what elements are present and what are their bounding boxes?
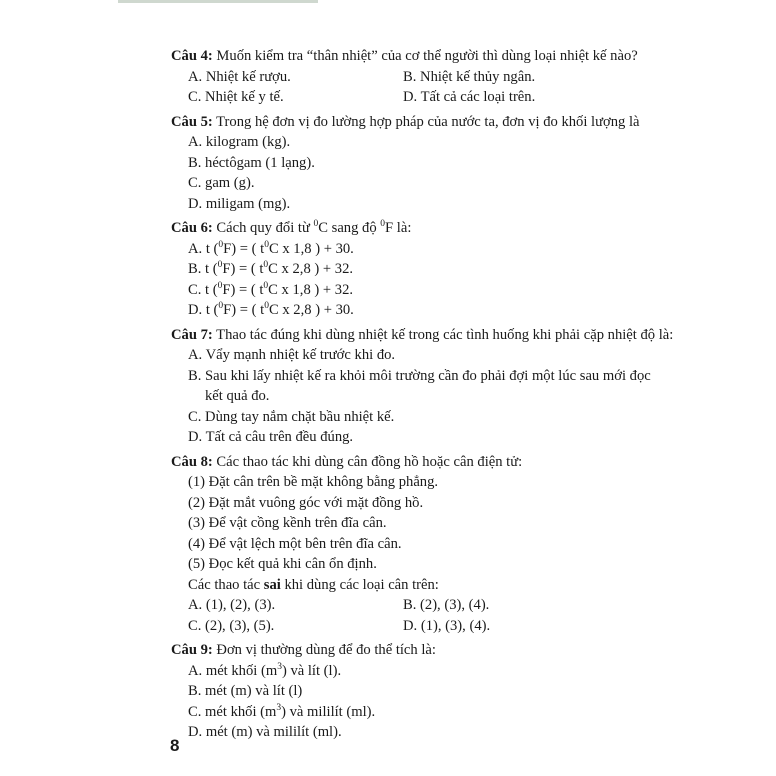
cubic-sup: 3	[276, 702, 282, 713]
worksheet-page	[171, 46, 674, 747]
question-4	[171, 46, 671, 108]
question-8-stem	[171, 452, 671, 473]
option-c-pre: C. mét khối (m	[188, 703, 277, 720]
question-7	[171, 325, 674, 448]
option-a-pre: A. t (	[188, 240, 219, 257]
question-7-text: Thao tác đúng khi dùng nhiệt kế trong các tình huống khi phải cặp nhiệt độ là:	[216, 326, 674, 343]
option-b-post: C x 2,8 ) + 32.	[268, 261, 354, 277]
degree-sup: 0	[218, 301, 224, 312]
question-8-item-1: (1) Đặt cân trên bề mặt không bằng phẳng.	[188, 474, 439, 490]
question-5-option-b: B. héctôgam (1 lạng).	[188, 154, 315, 171]
option-b-mid: F) = ( t	[222, 261, 264, 277]
prompt-bold: sai	[263, 576, 281, 593]
question-8-item-2: (2) Đặt mắt vuông góc với mặt đồng hồ.	[188, 494, 424, 511]
question-7-option-c: C. Dùng tay nắm chặt bầu nhiệt kế.	[188, 408, 395, 425]
question-8-item-4: (4) Để vật lệch một bên trên đĩa cân.	[188, 535, 402, 552]
option-b-pre: B. t (	[188, 261, 218, 277]
cubic-sup: 3	[277, 661, 282, 672]
question-6-label: Câu 6:	[171, 220, 213, 236]
question-6-option-b	[171, 259, 671, 280]
degree-sup: 0	[263, 260, 269, 271]
question-8-item-3: (3) Để vật cồng kềnh trên đĩa cân.	[188, 515, 387, 531]
option-c-post: C x 1,8 ) + 32.	[268, 281, 354, 298]
question-7-option-d: D. Tất cả câu trên đều đúng.	[188, 429, 354, 445]
option-c-post: ) và mililít (ml).	[281, 703, 376, 720]
question-7-stem	[171, 325, 674, 346]
question-5-label: Câu 5:	[171, 113, 213, 130]
question-6-option-a	[171, 239, 671, 260]
degree-sup: 0	[217, 280, 223, 291]
question-8-option-a: A. (1), (2), (3).	[188, 597, 276, 613]
question-6-text-mid: C sang độ	[318, 220, 381, 236]
question-4-option-d: D. Tất cả các loại trên.	[403, 89, 536, 105]
prompt-post: khi dùng các loại cân trên:	[280, 576, 439, 593]
question-7-option-b: B. Sau khi lấy nhiệt kế ra khỏi môi trường cần đo phải đợi một lúc sau mới đọc kết quả đo.	[188, 367, 651, 404]
option-a-mid: F) = ( t	[223, 240, 265, 257]
question-4-option-b: B. Nhiệt kế thủy ngân.	[403, 68, 536, 85]
question-5-text: Trong hệ đơn vị đo lường hợp pháp của nước ta, đơn vị đo khối lượng là	[216, 113, 640, 130]
question-5-option-a: A. kilogram (kg).	[188, 134, 291, 150]
option-a-pre: A. mét khối (m	[188, 662, 278, 679]
option-d-pre: D. t (	[188, 302, 219, 318]
question-5-option-c: C. gam (g).	[188, 175, 255, 191]
question-5-option-d: D. miligam (mg).	[188, 195, 291, 212]
question-4-option-c: C. Nhiệt kế y tế.	[188, 89, 284, 105]
question-6-option-c	[171, 280, 671, 301]
question-8-label: Câu 8:	[171, 453, 213, 470]
degree-sup: 0	[217, 260, 223, 271]
question-8-options-row1	[171, 595, 671, 616]
question-8	[171, 452, 671, 637]
question-5	[171, 112, 671, 215]
question-4-stem	[171, 46, 671, 67]
question-6-text-pre: Cách quy đổi từ	[216, 220, 314, 236]
question-8-option-b: B. (2), (3), (4).	[403, 597, 490, 613]
option-d-post: C x 2,8 ) + 30.	[268, 302, 354, 318]
degree-sup: 0	[218, 239, 224, 250]
question-9-option-b: B. mét (m) và lít (l)	[188, 683, 303, 699]
top-edge-line	[118, 0, 318, 3]
question-8-option-c: C. (2), (3), (5).	[188, 617, 275, 634]
question-9-label: Câu 9:	[171, 642, 213, 658]
degree-sup: 0	[263, 280, 269, 291]
option-c-pre: C. t (	[188, 281, 218, 298]
option-a-post: ) và lít (l).	[281, 662, 342, 679]
question-5-stem	[171, 112, 671, 133]
question-6-option-d	[171, 300, 671, 321]
question-8-options-row2	[171, 616, 671, 637]
option-a-post: C x 1,8 ) + 30.	[268, 240, 354, 257]
page-number: 8	[170, 736, 180, 755]
option-d-mid: F) = ( t	[223, 302, 265, 318]
question-4-text: Muốn kiểm tra “thân nhiệt” của cơ thể người thì dùng loại nhiệt kế nào?	[216, 48, 638, 64]
prompt-pre: Các thao tác	[188, 576, 264, 593]
question-6-stem	[171, 218, 671, 239]
degree-sup: 0	[380, 219, 386, 230]
question-9-text: Đơn vị thường dùng để đo thể tích là:	[216, 642, 436, 658]
degree-sup: 0	[264, 301, 269, 312]
question-9-option-a	[171, 661, 671, 682]
question-9-stem	[171, 640, 671, 661]
option-c-mid: F) = ( t	[222, 281, 264, 298]
degree-sup: 0	[313, 219, 319, 230]
question-8-text: Các thao tác khi dùng cân đồng hồ hoặc cân điện tử:	[216, 453, 523, 470]
question-4-options-row1	[171, 67, 671, 88]
question-9-option-d: D. mét (m) và mililít (ml).	[188, 724, 342, 740]
question-8-item-5: (5) Đọc kết quả khi cân ổn định.	[188, 556, 377, 572]
question-9	[171, 640, 671, 743]
question-7-label: Câu 7:	[171, 326, 213, 343]
question-4-option-a: A. Nhiệt kế rượu.	[188, 68, 291, 85]
question-7-option-b-wrap	[171, 366, 671, 407]
question-8-prompt	[171, 575, 671, 596]
question-6-text-post: F là:	[385, 220, 412, 236]
question-6	[171, 218, 671, 321]
question-4-label: Câu 4:	[171, 48, 213, 64]
question-9-option-c	[171, 702, 671, 723]
question-8-option-d: D. (1), (3), (4).	[403, 617, 491, 634]
question-7-option-a: A. Vẩy mạnh nhiệt kế trước khi đo.	[188, 347, 396, 363]
degree-sup: 0	[264, 239, 269, 250]
question-4-options-row2	[171, 87, 671, 108]
